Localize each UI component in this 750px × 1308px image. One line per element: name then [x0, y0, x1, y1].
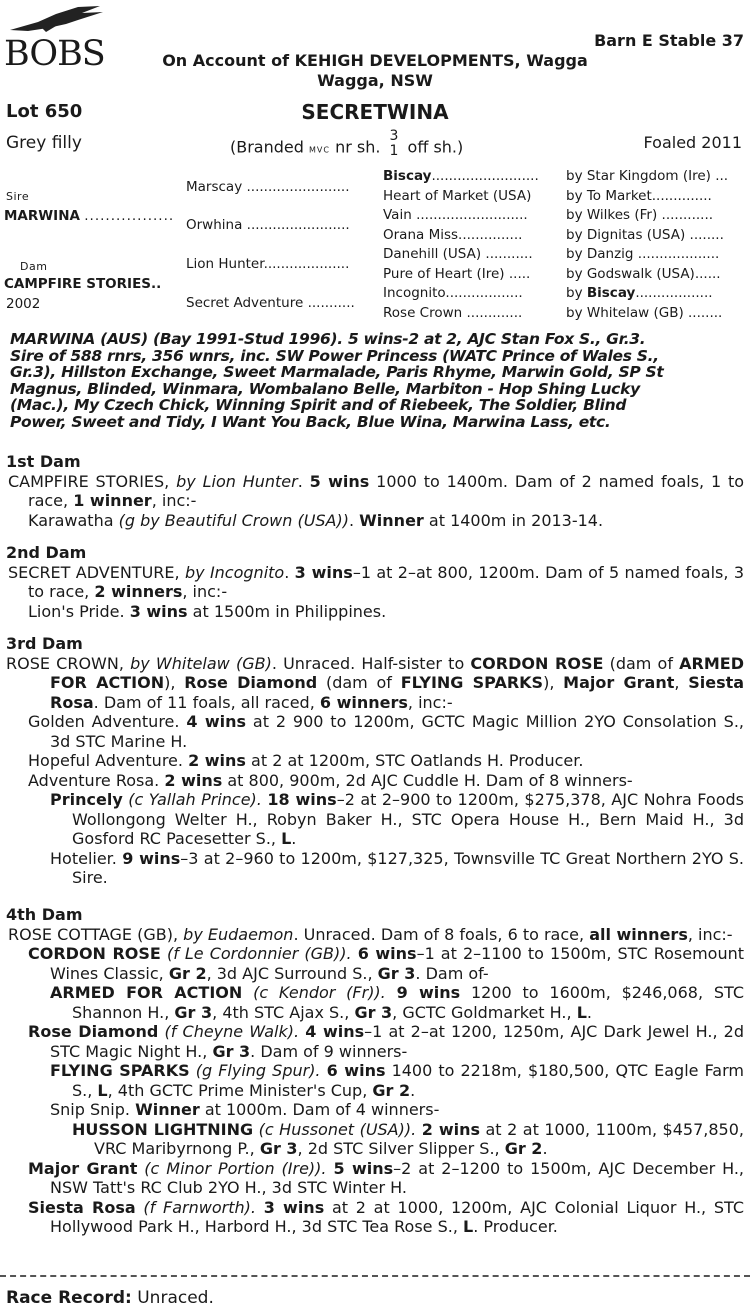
- produce-entry: Golden Adventure. 4 wins at 2 900 to 1200m, GCTC Magic Million 2YO Consolation S., 3d STC Marine H.: [28, 712, 745, 751]
- produce-entry: Snip Snip. Winner at 1000m. Dam of 4 winners-: [50, 1100, 440, 1119]
- brand-mark: MVC: [309, 145, 330, 155]
- race-record: Race Record: Unraced.: [6, 1288, 214, 1308]
- gen2-sire-dam: Orwhina ........................: [186, 217, 350, 233]
- gen2-dam-sire: Lion Hunter....................: [186, 256, 350, 272]
- logo-text: BOBS: [4, 34, 105, 74]
- gen3-sire-2: by To Market..............: [566, 188, 712, 204]
- brand-fraction: 3 1: [389, 128, 399, 159]
- produce-entry: CORDON ROSE (f Le Cordonnier (GB)). 6 wins–1 at 2–1100 to 1500m, STC Rosemount Wines Classic, Gr 2, 3d AJC Surround S., Gr 3. Dam of-: [28, 944, 745, 983]
- gen2-sire-sire: Marscay ........................: [186, 179, 350, 195]
- sire-summary-line: Gr.3), Hillston Exchange, Sweet Marmalade, Paris Rhyme, Marwin Gold, SP St: [10, 363, 664, 381]
- sire-summary-line: (Mac.), My Czech Chick, Winning Spirit and of Riebeek, The Soldier, Blind: [10, 396, 627, 414]
- vendor-location: Wagga, NSW: [317, 71, 433, 90]
- gen3-2: Heart of Market (USA): [383, 188, 532, 204]
- gen3-sire-3: by Wilkes (Fr) ............: [566, 207, 714, 223]
- horse-description: Grey filly: [6, 133, 82, 153]
- section-divider: [0, 1275, 750, 1277]
- sire-summary-line: Power, Sweet and Tidy, I Want You Back, Blue Wina, Marwina Lass, etc.: [10, 412, 611, 431]
- gen3-sire-5: by Danzig ...................: [566, 246, 720, 262]
- dam-entry: ROSE COTTAGE (GB), by Eudaemon. Unraced. Dam of 8 foals, 6 to race, all winners, inc:-: [8, 924, 733, 944]
- gen3-8: Rose Crown .............: [383, 305, 523, 321]
- produce-entry: Princely (c Yallah Prince). 18 wins–2 at 2–900 to 1200m, $275,378, AJC Nohra Foods Wollongong Welter H., Robyn Baker H., STC Opera House H., Bern Maid H., 3d Gosford RC Pacesetter S., L.: [50, 790, 744, 848]
- horse-name: SECRETWINA: [301, 100, 449, 124]
- section-heading: 2nd Dam: [6, 543, 87, 562]
- barn-location: Barn E Stable 37: [594, 31, 744, 50]
- dam-label: Dam: [20, 260, 48, 273]
- gen3-1: Biscay.........................: [383, 168, 539, 184]
- produce-entry: Major Grant (c Minor Portion (Ire)). 5 wins–2 at 2–1200 to 1500m, AJC December H., NSW Tatt's RC Club 2YO H., 3d STC Winter H.: [28, 1158, 745, 1197]
- sire-summary-line: Sire of 588 rnrs, 356 wnrs, inc. SW Power Princess (WATC Prince of Wales S.,: [10, 346, 659, 365]
- produce-entry: Siesta Rosa (f Farnworth). 3 wins at 2 at 1000, 1200m, AJC Colonial Liquor H., STC Hollywood Park H., Harbord H., 3d STC Tea Rose S., L. Producer.: [28, 1197, 745, 1236]
- foaled-year: Foaled 2011: [643, 133, 742, 152]
- fourth-dam-section: [6, 905, 744, 1237]
- dam-name: CAMPFIRE STORIES..: [4, 276, 162, 292]
- produce-entry: FLYING SPARKS (g Flying Spur). 6 wins 1400 to 2218m, $180,500, QTC Eagle Farm S., L, 4th GCTC Prime Minister's Cup, Gr 2.: [50, 1061, 744, 1100]
- produce-entry: HUSSON LIGHTNING (c Hussonet (USA)). 2 wins at 2 at 1000, 1100m, $457,850, VRC Maribyrnong P., Gr 3, 2d STC Silver Slipper S., Gr 2.: [72, 1119, 744, 1158]
- third-dam-section: [6, 634, 744, 888]
- gen3-sire-8: by Whitelaw (GB) ........: [566, 305, 723, 321]
- section-heading: 4th Dam: [6, 905, 83, 924]
- sire-summary-line: MARWINA (AUS) (Bay 1991-Stud 1996). 5 wins-2 at 2, AJC Stan Fox S., Gr.3.: [10, 330, 646, 348]
- produce-entry: Lion's Pride. 3 wins at 1500m in Philippines.: [28, 601, 387, 621]
- gen2-dam-dam: Secret Adventure ...........: [186, 295, 355, 311]
- produce-entry: Rose Diamond (f Cheyne Walk). 4 wins–1 at 2–at 1200, 1250m, AJC Dark Jewel H., 2d STC Magic Night H., Gr 3. Dam of 9 winners-: [28, 1022, 745, 1061]
- gen3-sire-4: by Dignitas (USA) ........: [566, 227, 724, 243]
- sire-summary: [10, 331, 664, 430]
- sire-name: MARWINA .................: [4, 208, 175, 224]
- gen3-3: Vain ..........................: [383, 207, 528, 223]
- sire-label: Sire: [6, 190, 30, 203]
- gen3-7: Incognito..................: [383, 285, 523, 301]
- gen3-sire-6: by Godswalk (USA)......: [566, 266, 721, 282]
- produce-entry: Hotelier. 9 wins–3 at 2–960 to 1200m, $127,325, Townsville TC Great Northern 2YO S. Sire.: [50, 848, 745, 887]
- produce-entry: ARMED FOR ACTION (c Kendor (Fr)). 9 wins 1200 to 1600m, $246,068, STC Shannon H., Gr 3, 4th STC Ajax S., Gr 3, GCTC Goldmarket H., L.: [50, 983, 744, 1022]
- second-dam-section: [6, 543, 744, 621]
- dam-entry: CAMPFIRE STORIES, by Lion Hunter. 5 wins 1000 to 1400m. Dam of 2 named foals, 1 to race, 1 winner, inc:-: [8, 471, 745, 510]
- gen3-4: Orana Miss...............: [383, 227, 523, 243]
- produce-entry: Hopeful Adventure. 2 wins at 2 at 1200m, STC Oatlands H. Producer.: [28, 751, 584, 770]
- dam-entry: SECRET ADVENTURE, by Incognito. 3 wins–1 at 2–at 800, 1200m. Dam of 5 named foals, 3 to race, 2 winners, inc:-: [8, 562, 745, 601]
- section-heading: 1st Dam: [6, 452, 81, 471]
- lot-number: Lot 650: [6, 101, 83, 122]
- gen3-5: Danehill (USA) ...........: [383, 246, 533, 262]
- logo-bird-icon: [8, 4, 108, 38]
- gen3-sire-1: by Star Kingdom (Ire) ...: [566, 168, 729, 184]
- sire-summary-line: Magnus, Blinded, Winmara, Wombalano Belle, Marbiton - Hop Shing Lucky: [10, 379, 640, 398]
- brand-info: (Branded MVC nr sh. 3 1 off sh.): [230, 128, 464, 159]
- produce-entry: Adventure Rosa. 2 wins at 800, 900m, 2d AJC Cuddle H. Dam of 8 winners-: [28, 770, 633, 790]
- section-heading: 3rd Dam: [6, 634, 83, 653]
- dam-entry: ROSE CROWN, by Whitelaw (GB). Unraced. Half-sister to CORDON ROSE (dam of ARMED FOR ACTION), Rose Diamond (dam of FLYING SPARKS), Major Grant, Siesta Rosa. Dam of 11 foals, all raced, 6 winners, inc:-: [6, 653, 745, 712]
- vendor-account: On Account of KEHIGH DEVELOPMENTS, Wagga: [162, 51, 588, 70]
- first-dam-section: [6, 452, 744, 530]
- gen3-sire-7: by Biscay..................: [566, 285, 713, 301]
- dam-foaled: 2002: [6, 296, 41, 312]
- produce-entry: Karawatha (g by Beautiful Crown (USA)). Winner at 1400m in 2013-14.: [28, 510, 604, 530]
- gen3-6: Pure of Heart (Ire) .....: [383, 266, 531, 282]
